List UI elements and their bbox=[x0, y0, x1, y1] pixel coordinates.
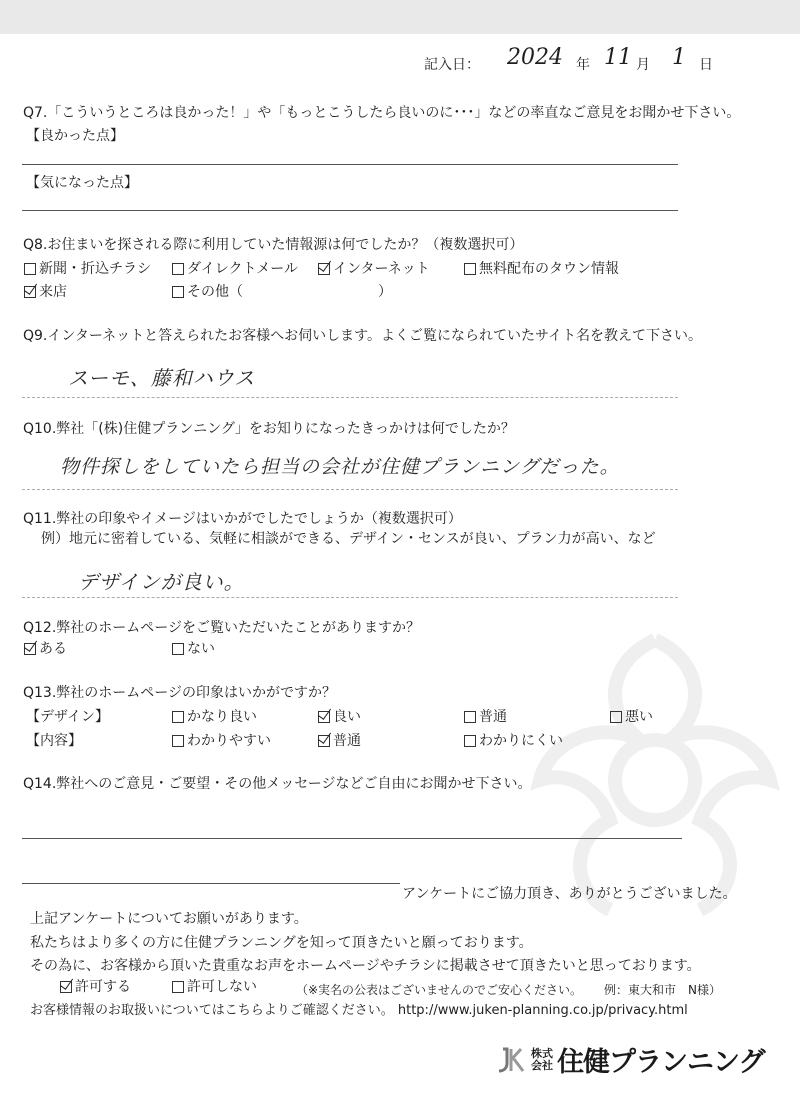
q13-question: Q13.弊社のホームページの印象はいかがですか？ bbox=[23, 685, 337, 701]
q8-option-direct-mail-label: ダイレクトメール bbox=[187, 261, 299, 277]
checkbox-permit-checked[interactable] bbox=[60, 981, 72, 993]
footer-request-3: その為に、お客様から頂いた貴重なお声をホームページやチラシに掲載させて頂きたいと思っております。 bbox=[30, 958, 701, 974]
q13-design-good-label: 良い bbox=[333, 709, 361, 725]
q13-content-clear-label: わかりやすい bbox=[187, 733, 271, 749]
scan-top-band bbox=[0, 0, 800, 34]
checkbox-content-clear[interactable] bbox=[172, 735, 184, 747]
checkbox-town-info[interactable] bbox=[464, 263, 476, 275]
deny-label: 許可しない bbox=[187, 979, 257, 995]
checkbox-content-normal-checked[interactable] bbox=[318, 735, 330, 747]
footer-request-1: 上記アンケートについてお願いがあります。 bbox=[30, 911, 308, 927]
q11-handwritten-answer: デザインが良い。 bbox=[78, 570, 245, 594]
footer-request-2: 私たちはより多くの方に住健プランニングを知って頂きたいと願っております。 bbox=[30, 935, 533, 951]
q14-answer-line-2 bbox=[22, 883, 400, 884]
q8-option-newspaper[interactable] bbox=[24, 260, 151, 278]
q8-option-other[interactable] bbox=[172, 283, 243, 301]
permit-option[interactable] bbox=[60, 978, 131, 996]
q12-option-yes[interactable] bbox=[24, 640, 67, 658]
q13-content-normal[interactable] bbox=[318, 732, 361, 750]
logo-corp-line2: 会社 bbox=[531, 1058, 553, 1072]
permit-label: 許可する bbox=[75, 979, 131, 995]
footer-example: 例：東大和市 N様） bbox=[604, 983, 721, 997]
q12-option-yes-label: ある bbox=[39, 641, 67, 657]
q12-question: Q12.弊社のホームページをご覧いただいたことがありますか？ bbox=[23, 620, 421, 636]
date-day: 1 bbox=[672, 45, 686, 70]
q7-good-label: 【良かった点】 bbox=[26, 128, 124, 144]
q8-option-visit-label: 来店 bbox=[39, 284, 67, 300]
q10-answer-line bbox=[22, 489, 678, 490]
checkbox-design-bad[interactable] bbox=[610, 711, 622, 723]
date-label: 記入日： bbox=[424, 57, 480, 73]
q8-option-town-info-label: 無料配布のタウン情報 bbox=[479, 261, 619, 277]
checkbox-other[interactable] bbox=[172, 286, 184, 298]
q13-design-bad-label: 悪い bbox=[625, 709, 653, 725]
q11-example: 例）地元に密着している、気軽に相談ができる、デザイン・センスが良い、プラン力が高い、など bbox=[41, 531, 656, 547]
watermark-logo bbox=[510, 600, 800, 920]
q8-option-internet[interactable] bbox=[318, 260, 430, 278]
logo-corp-line1: 株式 bbox=[531, 1046, 553, 1060]
q12-option-no-label: ない bbox=[187, 641, 215, 657]
q8-option-visit[interactable] bbox=[24, 283, 67, 301]
q9-question: Q9.インターネットと答えられたお客様へお伺いします。よくご覧になられていたサイト名を教えて下さい。 bbox=[23, 328, 703, 344]
q13-content-unclear-label: わかりにくい bbox=[479, 733, 563, 749]
checkbox-design-normal[interactable] bbox=[464, 711, 476, 723]
checkbox-yes-checked[interactable] bbox=[24, 643, 36, 655]
q11-answer-line bbox=[22, 597, 678, 598]
q9-answer-line bbox=[22, 397, 678, 398]
company-logo-corp bbox=[531, 1048, 553, 1072]
footer-note: （※実名の公表はございませんのでご安心ください。 bbox=[296, 983, 583, 997]
q13-content-label: 【内容】 bbox=[26, 733, 82, 749]
q8-option-other-label: その他（ bbox=[187, 284, 243, 300]
date-day-unit: 日 bbox=[699, 57, 713, 73]
q7-good-answer-line bbox=[22, 164, 678, 165]
checkbox-visit-checked[interactable] bbox=[24, 286, 36, 298]
deny-option[interactable] bbox=[172, 978, 257, 996]
q13-content-unclear[interactable] bbox=[464, 732, 563, 750]
q8-other-close: ） bbox=[378, 284, 392, 300]
q13-design-normal[interactable] bbox=[464, 708, 507, 726]
q13-design-very-good-label: かなり良い bbox=[187, 709, 257, 725]
checkbox-content-unclear[interactable] bbox=[464, 735, 476, 747]
q13-design-very-good[interactable] bbox=[172, 708, 257, 726]
q12-option-no[interactable] bbox=[172, 640, 215, 658]
q8-option-newspaper-label: 新聞・折込チラシ bbox=[39, 261, 151, 277]
q7-question: Q7.「こういうところは良かった！」や「もっとこうしたら良いのに･･･」などの率直なご意見をお聞かせ下さい。 bbox=[23, 105, 741, 121]
checkbox-design-very-good[interactable] bbox=[172, 711, 184, 723]
q8-option-direct-mail[interactable] bbox=[172, 260, 298, 278]
q7-concern-answer-line bbox=[22, 210, 678, 211]
company-logo-name: 住健プランニング bbox=[557, 1047, 765, 1078]
q8-question: Q8.お住まいを探される際に利用していた情報源は何でしたか？（複数選択可） bbox=[23, 237, 524, 253]
q13-design-bad[interactable] bbox=[610, 708, 653, 726]
q14-answer-line-1 bbox=[22, 838, 682, 839]
q8-option-internet-label: インターネット bbox=[333, 261, 430, 277]
q13-design-label: 【デザイン】 bbox=[26, 709, 110, 725]
q10-question: Q10.弊社「(株)住健プランニング」をお知りになったきっかけは何でしたか？ bbox=[23, 421, 515, 437]
date-year: 2024 bbox=[507, 45, 563, 70]
checkbox-direct-mail[interactable] bbox=[172, 263, 184, 275]
q14-question: Q14.弊社へのご意見・ご要望・その他メッセージなどご自由にお聞かせ下さい。 bbox=[23, 776, 532, 792]
company-logo-mark-icon bbox=[497, 1045, 527, 1075]
checkbox-no[interactable] bbox=[172, 643, 184, 655]
date-month-unit: 月 bbox=[636, 57, 650, 73]
q10-handwritten-answer: 物件探しをしていたら担当の会社が住健プランニングだった。 bbox=[60, 456, 620, 478]
footer-privacy: お客様情報のお取扱いについてはこちらよりご確認ください。 http://www.juken-planning.co.jp/privacy.html bbox=[30, 1003, 688, 1018]
q7-concern-label: 【気になった点】 bbox=[26, 175, 138, 191]
company-logo bbox=[497, 1040, 764, 1079]
q13-design-good[interactable] bbox=[318, 708, 361, 726]
q11-question: Q11.弊社の印象やイメージはいかがでしたでしょうか（複数選択可） bbox=[23, 511, 462, 527]
q13-design-normal-label: 普通 bbox=[479, 709, 507, 725]
checkbox-newspaper[interactable] bbox=[24, 263, 36, 275]
q13-content-clear[interactable] bbox=[172, 732, 271, 750]
checkbox-internet-checked[interactable] bbox=[318, 263, 330, 275]
date-year-unit: 年 bbox=[576, 57, 590, 73]
checkbox-deny[interactable] bbox=[172, 981, 184, 993]
q13-content-normal-label: 普通 bbox=[333, 733, 361, 749]
date-month: 11 bbox=[604, 45, 632, 70]
q8-option-town-info[interactable] bbox=[464, 260, 619, 278]
thanks-message: アンケートにご協力頂き、ありがとうございました。 bbox=[402, 886, 737, 902]
checkbox-design-good-checked[interactable] bbox=[318, 711, 330, 723]
q9-handwritten-answer: スーモ、藤和ハウス bbox=[68, 366, 256, 390]
